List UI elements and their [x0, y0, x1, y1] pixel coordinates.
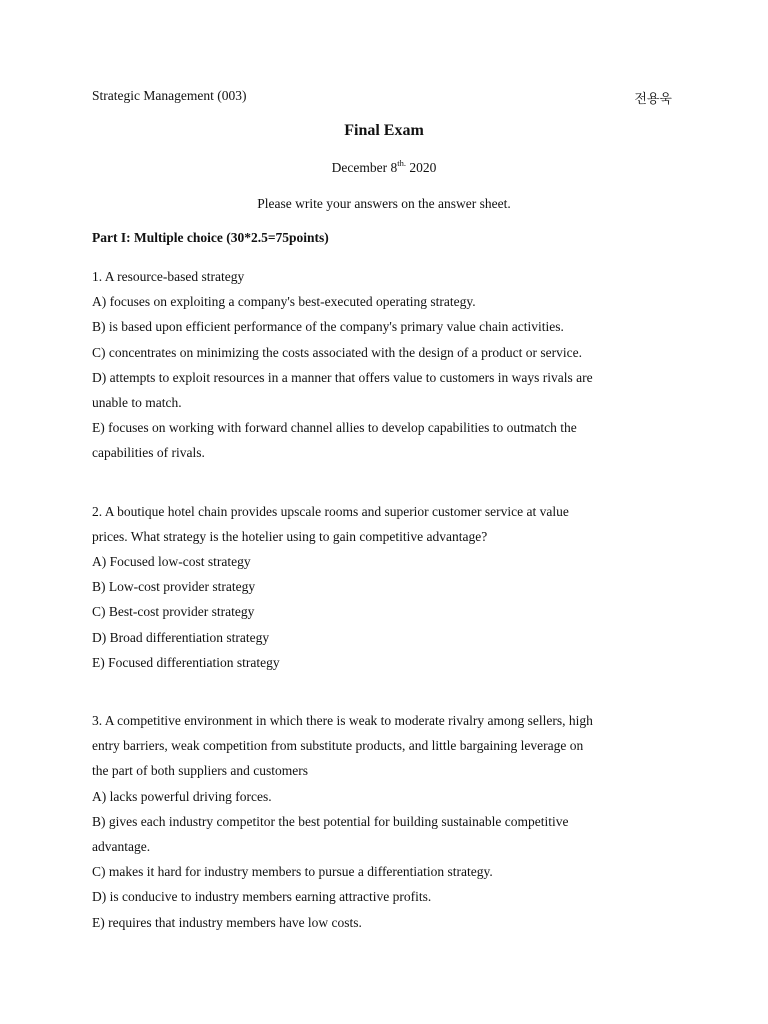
question-line: entry barriers, weak competition from substitute products, and little bargaining leverage on: [92, 738, 584, 754]
question-line: E) focuses on working with forward channel allies to develop capabilities to outmatch the: [92, 420, 577, 436]
author-name: 전용욱: [634, 92, 672, 107]
exam-date: [0, 160, 768, 176]
question-line: D) attempts to exploit resources in a manner that offers value to customers in ways rivals are: [92, 369, 593, 385]
question-line: advantage.: [92, 839, 151, 855]
page-header: [92, 88, 672, 108]
question-line: prices. What strategy is the hotelier using to gain competitive advantage?: [92, 528, 488, 544]
question-line: C) makes it hard for industry members to pursue a differentiation strategy.: [92, 864, 493, 880]
date-year: 2020: [405, 160, 437, 175]
question-line: capabilities of rivals.: [92, 445, 205, 461]
date-ordinal-suffix: th.: [397, 158, 406, 168]
date-month-day: December 8: [331, 160, 398, 175]
question-line: C) Best-cost provider strategy: [92, 604, 255, 620]
question-line: A) Focused low-cost strategy: [92, 554, 251, 570]
question-3: [92, 708, 682, 935]
question-list: [92, 264, 682, 968]
question-line: C) concentrates on minimizing the costs associated with the design of a product or service.: [92, 344, 582, 360]
question-line: B) gives each industry competitor the best potential for building sustainable competitive: [92, 813, 569, 829]
question-line: the part of both suppliers and customers: [92, 763, 308, 779]
question-line: B) is based upon efficient performance of the company's primary value chain activities.: [92, 319, 564, 335]
question-line: A) focuses on exploiting a company's best-executed operating strategy.: [92, 294, 476, 310]
question-text-line: 1. A resource-based strategy: [92, 269, 245, 284]
question-line: A) lacks powerful driving forces.: [92, 788, 272, 804]
exam-title: Final Exam: [344, 122, 424, 139]
exam-instruction: Please write your answers on the answer sheet.: [257, 196, 511, 211]
part-heading: Part I: Multiple choice (30*2.5=75points): [92, 230, 329, 245]
question-line: D) Broad differentiation strategy: [92, 629, 270, 645]
question-line: D) is conducive to industry members earning attractive profits.: [92, 889, 432, 905]
question-line: B) Low-cost provider strategy: [92, 579, 256, 595]
question-line: unable to match.: [92, 395, 182, 411]
question-2: [92, 499, 682, 675]
question-1: [92, 264, 682, 466]
question-text-line: 3. A competitive environment in which there is weak to moderate rivalry among sellers, high: [92, 713, 593, 729]
question-line: E) requires that industry members have low costs.: [92, 914, 362, 930]
question-line: E) Focused differentiation strategy: [92, 654, 280, 670]
course-name: Strategic Management (003): [92, 88, 247, 103]
question-text-line: 2. A boutique hotel chain provides upscale rooms and superior customer service at value: [92, 503, 569, 519]
